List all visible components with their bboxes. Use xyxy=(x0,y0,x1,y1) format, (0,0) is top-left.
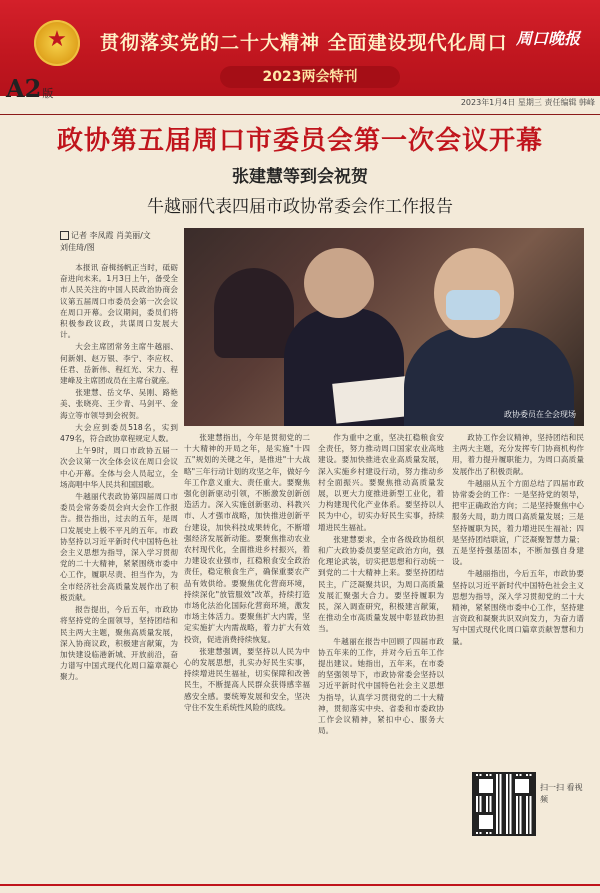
article-column-1: 本报讯 奋楫扬帆正当时，砥砺奋进向未来。1月3日上午，备受全市人民关注的中国人民政治协商会议第五届周口市委员会第一次会议在周口开幕。会议期间，委员们将积极参政议政，共谋周口发展大计。 大会主席团常务主席牛越丽、何新娟、赵万银、李宁、李应权、任君、岳新伟、程红光、宋力、程建峰及主席团成员在主席台就座。 张建慧、岳文华、吴刚、路艳美、张晓亮、王少青、马剑平、金海立等市领导到会祝贺。 大会应到委员518名，实到479名，符合政协章程规定人数。 上午9时，周口市政协五届一次会议第一次全体会议在周口会议中心开幕。全体与会人员起立，全场高唱中华人民共和国国歌。 牛越丽代表政协第四届周口市委员会常务委员会向大会作工作报告。报告指出，过去的五年，是周口发展史上极不平凡的五年。市政协坚持以习近平新时代中国特色社会主义思想为指导，深入学习贯彻党的二十大精神，紧紧围绕市委中心工作，履职尽责、担当作为，为全市经济社会高质量发展作出了积极贡献。 报告提出，今后五年，市政协将坚持党的全面领导，坚持团结和民主两大主题，聚焦高质量发展，深入协商议政，积极建言献策，为加快建设临港新城、开放前沿，奋力谱写中国式现代化周口篇章凝心聚力。 xyxy=(60,263,178,682)
article-column-2: 张建慧指出，今年是贯彻党的二十大精神的开局之年，是实施"十四五"规划的关键之年，是推进"十大战略"三年行动计划的攻坚之年，做好今年工作意义重大、责任重大。要聚焦强化创新驱动引领，不断激发创新创造活力。深入实施创新驱动、科教兴市、人才强市战略，加快推进创新平台建设，加快科技成果转化，不断增强经济发展新动能。要聚焦推动农业农村现代化，全面推进乡村振兴，着力建设农业强市，扛稳粮食安全政治责任，稳定粮食生产，确保重要农产品有效供给。要聚焦优化营商环境，持续深化"放管服效"改革，持续打造市场化法治化国际化营商环境，激发市场主体活力。要聚焦扩大内需，坚定实施扩大内需战略，着力扩大有效投资，促进消费持续恢复。 张建慧强调，要坚持以人民为中心的发展思想，扎实办好民生实事，持续增进民生福祉，切实保障和改善民生，不断提高人民群众获得感幸福感安全感。要统筹发展和安全，坚决守住不发生系统性风险的底线。 xyxy=(184,433,310,712)
photo-caption: 政协委员在全会现场 xyxy=(504,410,576,419)
subheadline-primary: 张建慧等到会祝贺 xyxy=(232,167,368,187)
article-column-4: 政协工作会议精神，坚持团结和民主两大主题，充分发挥专门协商机构作用，着力提升履职能力，为周口高质量发展作出了积极贡献。 牛越丽从五个方面总结了四届市政协常委会的工作：一是坚持党的领导，把牢正确政治方向；二是坚持聚焦中心服务大局，助力周口高质量发展；三是坚持履职为民，着力增进民生福祉；四是坚持团结联谊，广泛凝聚智慧力量；五是坚持强基固本，不断加强自身建设。 牛越丽指出，今后五年，市政协要坚持以习近平新时代中国特色社会主义思想为指导，深入学习贯彻党的二十大精神，紧紧围绕市委中心工作，坚持建言资政和凝聚共识双向发力，为奋力谱写中国式现代化周口篇章贡献智慧和力量。 xyxy=(452,433,584,646)
article-photo xyxy=(184,228,584,426)
page-number: A2版 xyxy=(6,74,54,103)
bottom-rule xyxy=(0,884,600,886)
qr-code-icon[interactable] xyxy=(472,772,536,836)
banner-slogan: 贯彻落实党的二十大精神 全面建设现代化周口 xyxy=(100,32,508,54)
dateline: 2023年1月4日 星期三 责任编辑 韩峰 xyxy=(460,98,595,107)
byline-box-icon xyxy=(60,231,69,240)
byline: 记者 李凤霞 肖美丽/文 刘佳琦/图 xyxy=(60,231,151,252)
headline: 政协第五届周口市委员会第一次会议开幕 xyxy=(56,126,543,156)
qr-label: 扫一扫 看视频 xyxy=(540,783,583,804)
subheadline-secondary: 牛越丽代表四届市政协常委会作工作报告 xyxy=(147,197,453,217)
newspaper-logo: 周口晚报 xyxy=(516,29,581,48)
national-emblem-icon: ★ xyxy=(34,20,80,66)
masthead-banner xyxy=(0,0,600,96)
article-column-3: 作为重中之重，坚决扛稳粮食安全责任，努力推动周口国家农业高地建设。要加快推进农业高质量发展，深入实施乡村建设行动，努力推动乡村全面振兴。要聚焦推动高质量发展，以更大力度推进新型工业化，着力构建现代化产业体系。要坚持以人民为中心，切实办好民生实事，持续增进民生福祉。 张建慧要求，全市各级政协组织和广大政协委员要坚定政治方向，强化理论武装，切实把思想和行动统一到党的二十大精神上来。要坚持团结民主，广泛凝聚共识，为周口高质量发展汇聚强大合力。要坚持履职为民，深入调查研究，积极建言献策，在推动全市高质量发展中彰显政协担当。 牛越丽在报告中回顾了四届市政协五年来的工作，并对今后五年工作提出建议。她指出，五年来，在市委的坚强领导下，市政协常委会坚持以习近平新时代中国特色社会主义思想为指导，认真学习贯彻党的二十大精神，贯彻落实中央、省委和市委政协工作会议精神，紧扣中心、服务大局。 xyxy=(318,433,444,736)
special-edition-badge: 2023两会特刊 xyxy=(220,66,400,88)
